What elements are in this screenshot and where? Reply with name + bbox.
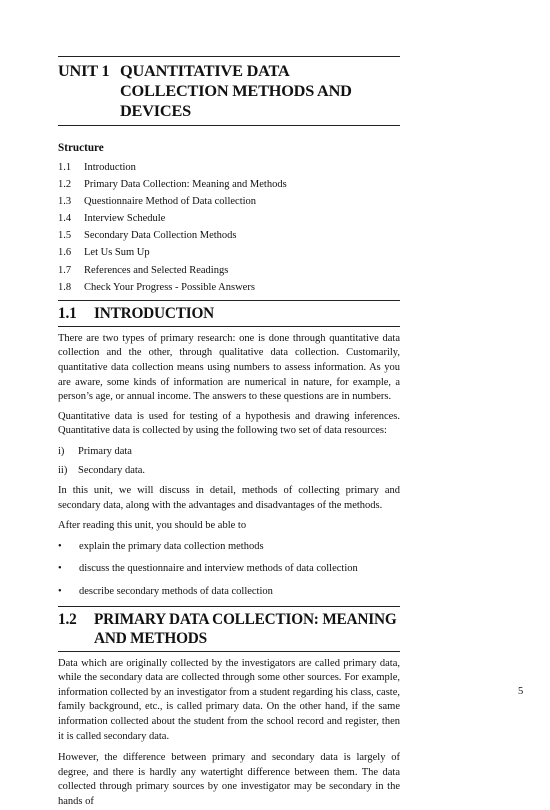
unit-heading <box>58 61 400 121</box>
structure-list <box>58 159 400 296</box>
paragraph: After reading this unit, you should be able to <box>58 520 247 532</box>
toc-item: 1.1 Introduction <box>58 162 136 173</box>
section1-top-rule <box>58 300 400 301</box>
paragraph: However, the difference between primary and secondary data is largely of degree, and there is hardly any watertight difference between them. The data collected through primary sources by one investigator may be secondary in the hands of <box>58 752 400 807</box>
toc-item: 1.7 References and Selected Readings <box>58 264 229 276</box>
toc-item: 1.2 Primary Data Collection: Meaning and Methods <box>58 179 287 191</box>
section1-bottom-rule <box>58 326 400 327</box>
toc-item: 1.3 Questionnaire Method of Data collection <box>58 196 257 208</box>
page-content <box>58 0 400 810</box>
unit-underline <box>58 125 400 126</box>
list-item: ii) Secondary data. <box>58 464 146 476</box>
paragraph: In this unit, we will discuss in detail, methods of collecting primary and secondary data, along with the advantages and disadvantages of the methods. <box>58 485 400 511</box>
section2-top-rule <box>58 606 400 607</box>
page-number: 5 <box>518 686 524 697</box>
toc-item: 1.6 Let Us Sum Up <box>58 247 150 259</box>
top-rule <box>58 56 400 57</box>
section1-number: 1.1 <box>58 304 77 322</box>
section2-title: PRIMARY DATA COLLECTION: MEANING AND METHODS <box>94 610 397 647</box>
toc-item: 1.8 Check Your Progress - Possible Answers <box>58 281 255 293</box>
structure-label: Structure <box>58 142 104 154</box>
toc-item: 1.4 Interview Schedule <box>58 213 166 225</box>
section1-heading <box>58 304 400 323</box>
section2-bottom-rule <box>58 651 400 652</box>
unit-number: UNIT 1 <box>58 61 110 80</box>
section2-number: 1.2 <box>58 610 77 628</box>
paragraph: Data which are originally collected by the investigators are called primary data, while the secondary data are collected through some other sources. For example, information collected by an investigator from a student regarding his class, caste, family background, etc., is called primary data. On the other hand, if the same information collected about the student from the school record and register, then it is called secondary data. <box>58 657 400 742</box>
paragraph: There are two types of primary research: one is done through quantitative data collection and the other, through qualitative data collection. Customarily, quantitative data collection means using numbers to assess information. As you are aware, some kinds of information are numerical in nature, for example, a person’s age, or annual income. The answers to these questions are in numbers. <box>58 332 400 403</box>
bullet-item: • discuss the questionnaire and interview methods of data collection <box>58 563 358 575</box>
toc-item: 1.5 Secondary Data Collection Methods <box>58 230 237 242</box>
list-item: i) Primary data <box>58 445 132 457</box>
section1-title: INTRODUCTION <box>94 304 214 322</box>
paragraph: Quantitative data is used for testing of a hypothesis and drawing inferences. Quantitative data is collected by using the following two set of data resources: <box>58 410 400 437</box>
unit-title: QUANTITATIVE DATA COLLECTION METHODS AND DEVICES <box>120 61 352 120</box>
section2-heading <box>58 610 400 648</box>
bullet-item: • explain the primary data collection methods <box>58 540 264 552</box>
bullet-item: • describe secondary methods of data collection <box>58 586 273 598</box>
